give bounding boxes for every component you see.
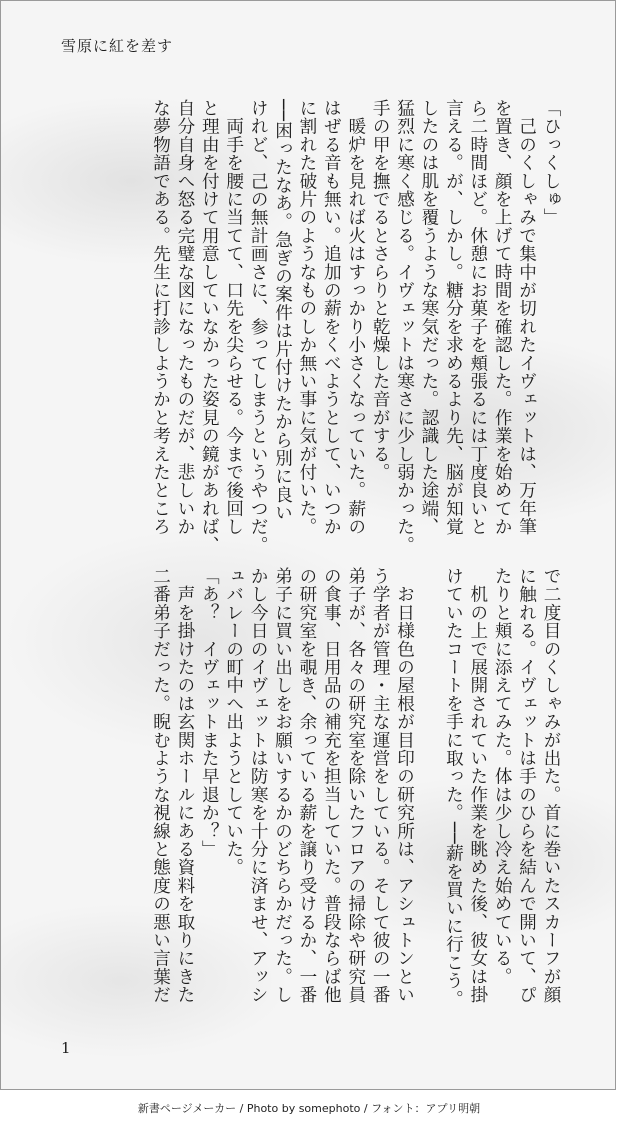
text-line: かし今日のイヴェットは防寒を十分に済ませ、アッシ [248, 567, 269, 1004]
text-line: お日様色の屋根が目印の研究所は、アシュトンとい [394, 567, 415, 1004]
text-line: 両手を腰に当てて、口先を尖らせる。今まで後回し [223, 99, 244, 536]
text-line: けていたコートを手に取った。──薪を買いに行こう。 [443, 567, 464, 1008]
text-line: 机の上で展開されていた作業を眺めた後、彼女は掛 [467, 567, 488, 1004]
text-line: に触れる。イヴェットは手のひらを結んで開いて、ぴ [516, 567, 537, 1004]
text-line: を置き、顔を上げて時間を確認した。作業を始めてか [492, 99, 513, 536]
text-line: 自分自身へ怒る完璧な図になったものだが、悲しいか [174, 99, 195, 536]
text-line: 手の甲を撫でるとさらりと乾燥した音がする。 [370, 99, 391, 482]
text-line: 弟子に買い出しをお願いするかのどちらかだった。し [272, 567, 293, 1004]
text-line: したのは肌を覆うような寒気だった。認識した途端、 [418, 99, 439, 536]
text-block-top [148, 99, 563, 554]
text-line: たりと頬に添えてみた。体は少し冷え始めている。 [492, 567, 513, 986]
footer-credit: 新書ページメーカー / Photo by somephoto / フォント：アプリ明朝 [137, 1102, 481, 1115]
text-line: の研究室を覗き、余っている薪を譲り受けるか、一番 [296, 567, 317, 1004]
text-line: 己のくしゃみで集中が切れたイヴェットは、万年筆 [516, 99, 537, 536]
text-line: ──困ったなあ。急ぎの案件は片付けたから別に良い [272, 99, 293, 522]
text-line: ら二時間ほど。休憩にお菓子を頬張るには丁度良いと [467, 99, 488, 536]
text-line: 暖炉を見れば火はすっかり小さくなっていた。薪の [345, 99, 366, 536]
text-line: の食事、日用品の補充を担当していた。普段ならば他 [321, 567, 342, 1004]
text-line: 弟子が、各々の研究室を除いたフロアの掃除や研究員 [345, 567, 366, 1004]
text-line: 声を掛けたのは玄関ホールにある資料を取りにきた [174, 567, 195, 1004]
text-line: 猛烈に寒く感じる。イヴェットは寒さに少し弱かった。 [394, 99, 415, 554]
text-line: な夢物語である。先生に打診しようかと考えたところ [150, 99, 171, 536]
text-line: で二度目のくしゃみが出た。首に巻いたスカーフが顔 [541, 567, 561, 1004]
text-line: はぜる音も無い。追加の薪をくべようとして、いつか [321, 99, 342, 536]
text-line [417, 567, 441, 997]
text-line: 「あ？ イヴェットまた早退か？」 [199, 567, 220, 859]
text-line: けれど、己の無計画さに、参ってしまうというやつだ。 [248, 99, 269, 554]
text-line: 言える。が、しかし。糖分を求めるより先、脳が知覚 [443, 99, 464, 536]
text-line: う学者が管理・主な運営をしている。そして彼の一番 [370, 567, 391, 1004]
text-line: と理由を付けて用意していなかった姿見の鏡があれば、 [199, 99, 220, 554]
text-block-bottom [148, 567, 563, 1008]
text-line: ュバレーの町中へ出ようとしていた。 [223, 567, 244, 877]
text-line: 「ひっくしゅ」 [541, 99, 561, 227]
page-number: 1 [61, 1039, 71, 1057]
page-title: 雪原に紅を差す [61, 37, 174, 55]
text-line: 二番弟子だった。睨むような視線と態度の悪い言葉だ [150, 567, 171, 1004]
text-line: に割れた破片のようなものしか無い事に気が付いた。 [296, 99, 317, 536]
